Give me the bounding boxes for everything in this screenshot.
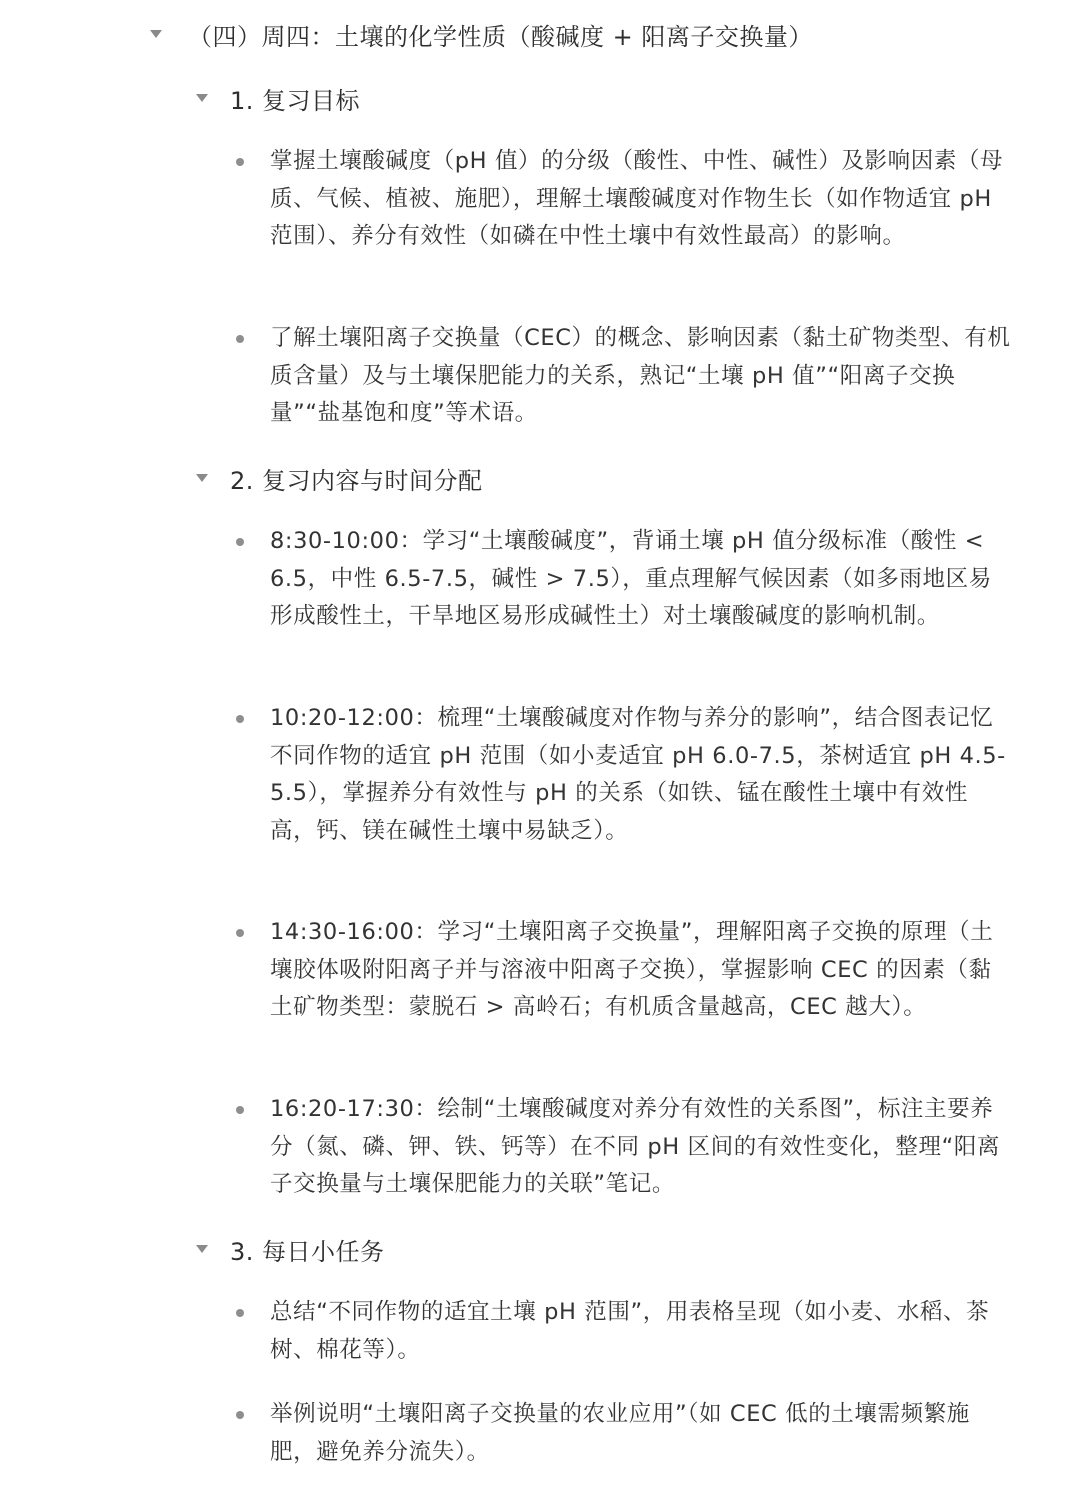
bullet-dot-icon bbox=[236, 335, 244, 343]
subsection-heading-row[interactable] bbox=[196, 78, 360, 118]
list-item bbox=[236, 914, 1016, 1027]
list-item-text: 10:20-12:00：梳理“土壤酸碱度对作物与养分的影响”，结合图表记忆不同作物的适宜 pH 范围（如小麦适宜 pH 6.0-7.5，茶树适宜 pH 4.5-5.5），掌握养分有效性与 pH 的关系（如铁、锰在酸性土壤中有效性高，钙、镁在碱性土壤中易缺乏）。 bbox=[270, 705, 1006, 844]
list-item-text: 14:30-16:00：学习“土壤阳离子交换量”，理解阳离子交换的原理（土壤胶体吸附阳离子并与溶液中阳离子交换），掌握影响 CEC 的因素（黏土矿物类型：蒙脱石 > 高岭石；有机质含量越高，CEC 越大）。 bbox=[270, 919, 994, 1020]
list-item bbox=[236, 1294, 1016, 1369]
list-item bbox=[236, 1396, 1016, 1471]
collapse-caret-icon[interactable] bbox=[196, 94, 208, 102]
collapse-caret-icon[interactable] bbox=[196, 1245, 208, 1253]
list-item-text: 16:20-17:30：绘制“土壤酸碱度对养分有效性的关系图”，标注主要养分（氮、磷、钾、铁、钙等）在不同 pH 区间的有效性变化，整理“阳离子交换量与土壤保肥能力的关联”笔记。 bbox=[270, 1096, 1001, 1197]
bullet-dot-icon bbox=[236, 929, 244, 937]
list-item bbox=[236, 1091, 1016, 1204]
subsection-heading-row[interactable] bbox=[196, 458, 483, 498]
list-item-text: 了解土壤阳离子交换量（CEC）的概念、影响因素（黏土矿物类型、有机质含量）及与土壤保肥能力的关系，熟记“土壤 pH 值”“阳离子交换量”“盐基饱和度”等术语。 bbox=[270, 325, 1011, 426]
bullet-dot-icon bbox=[236, 1106, 244, 1114]
list-item-text: 举例说明“土壤阳离子交换量的农业应用”（如 CEC 低的土壤需频繁施肥，避免养分流失）。 bbox=[270, 1401, 970, 1465]
subsection-title: 3. 每日小任务 bbox=[230, 1237, 385, 1266]
bullet-dot-icon bbox=[236, 715, 244, 723]
bullet-dot-icon bbox=[236, 158, 244, 166]
bullet-dot-icon bbox=[236, 1411, 244, 1419]
list-item-text: 掌握土壤酸碱度（pH 值）的分级（酸性、中性、碱性）及影响因素（母质、气候、植被、施肥），理解土壤酸碱度对作物生长（如作物适宜 pH 范围）、养分有效性（如磷在中性土壤中有效性最高）的影响。 bbox=[270, 148, 1004, 249]
bullet-dot-icon bbox=[236, 538, 244, 546]
subsection-title: 1. 复习目标 bbox=[230, 86, 361, 115]
bullet-dot-icon bbox=[236, 1309, 244, 1317]
list-item bbox=[236, 523, 1016, 636]
subsection-heading-row[interactable] bbox=[196, 1229, 385, 1269]
section-title: （四）周四：土壤的化学性质（酸碱度 + 阳离子交换量） bbox=[188, 22, 813, 51]
section-heading-row[interactable] bbox=[150, 14, 813, 54]
list-item bbox=[236, 700, 1016, 850]
collapse-caret-icon[interactable] bbox=[150, 30, 162, 38]
list-item-text: 8:30-10:00：学习“土壤酸碱度”，背诵土壤 pH 值分级标准（酸性 < 6.5，中性 6.5-7.5，碱性 > 7.5），重点理解气候因素（如多雨地区易形成酸性土，干旱地区易形成碱性土）对土壤酸碱度的影响机制。 bbox=[270, 528, 992, 629]
collapse-caret-icon[interactable] bbox=[196, 474, 208, 482]
list-item-text: 总结“不同作物的适宜土壤 pH 范围”，用表格呈现（如小麦、水稻、茶树、棉花等）。 bbox=[270, 1299, 990, 1363]
list-item bbox=[236, 320, 1016, 433]
list-item bbox=[236, 143, 1016, 256]
subsection-title: 2. 复习内容与时间分配 bbox=[230, 466, 483, 495]
